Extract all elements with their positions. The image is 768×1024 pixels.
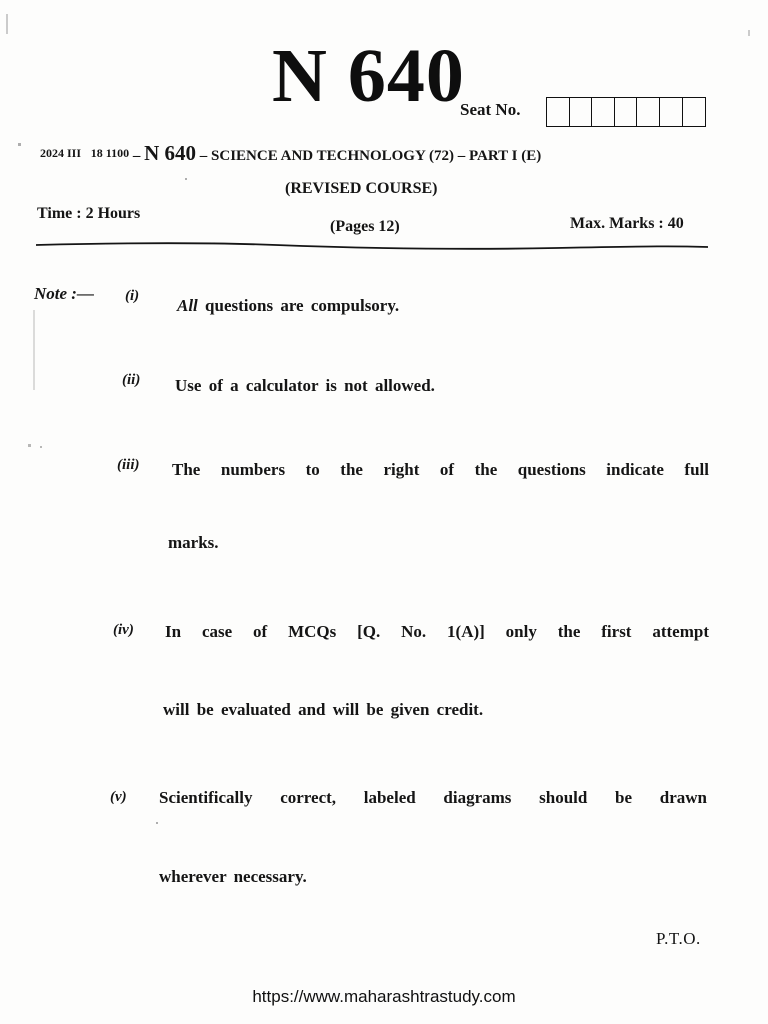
note-text: Scientifically correct, labeled diagrams should be drawn xyxy=(159,788,707,807)
max-marks: Max. Marks : 40 xyxy=(570,215,684,232)
seat-number-label: Seat No. xyxy=(460,100,521,119)
note-text: Use of a calculator is not allowed. xyxy=(175,376,435,395)
course-type: (REVISED COURSE) xyxy=(285,180,438,197)
paper-code-large: N 640 xyxy=(272,34,465,118)
seat-digit-box[interactable] xyxy=(570,98,593,126)
note-text: The numbers to the right of the questions indicate full xyxy=(172,460,709,479)
seat-digit-box[interactable] xyxy=(683,98,706,126)
please-turn-over: P.T.O. xyxy=(656,929,701,948)
note-text-continued: wherever necessary. xyxy=(159,867,307,886)
note-label: Note :— xyxy=(34,284,94,303)
note-number: (iv) xyxy=(113,622,134,638)
note-text xyxy=(177,296,399,316)
seat-number-boxes[interactable] xyxy=(546,97,706,127)
note-text-continued: marks. xyxy=(168,533,219,552)
scan-mark xyxy=(6,14,8,34)
note-number: (v) xyxy=(110,789,127,805)
paper-code-inline: N 640 xyxy=(144,141,197,165)
exam-duration: Time : 2 Hours xyxy=(37,205,141,222)
note-text-continued: will be evaluated and will be given credit. xyxy=(163,700,484,719)
scan-mark xyxy=(33,310,35,390)
serial-number: 18 1100 xyxy=(90,146,130,160)
page-count: (Pages 12) xyxy=(330,218,400,235)
subject-title: – SCIENCE AND TECHNOLOGY (72) – PART I (E) xyxy=(199,148,542,164)
scan-mark xyxy=(156,822,158,824)
scan-mark xyxy=(18,143,21,146)
header-rule xyxy=(36,240,708,252)
note-text-rest: questions are compulsory. xyxy=(197,296,400,315)
note-number: (i) xyxy=(125,288,140,304)
note-emphasis: All xyxy=(177,296,198,315)
seat-digit-box[interactable] xyxy=(615,98,638,126)
header-dash: – xyxy=(132,148,141,164)
scan-mark xyxy=(28,444,31,447)
source-url[interactable]: https://www.maharashtrastudy.com xyxy=(252,987,516,1006)
scan-mark xyxy=(40,446,42,448)
scan-mark xyxy=(748,30,750,36)
scan-mark xyxy=(185,178,187,180)
paper-header-line xyxy=(40,141,541,166)
year-session: 2024 III xyxy=(40,146,82,160)
note-number: (ii) xyxy=(122,372,141,388)
note-number: (iii) xyxy=(117,457,140,473)
note-text: In case of MCQs [Q. No. 1(A)] only the first attempt xyxy=(165,622,709,641)
seat-digit-box[interactable] xyxy=(637,98,660,126)
seat-digit-box[interactable] xyxy=(547,98,570,126)
seat-digit-box[interactable] xyxy=(660,98,683,126)
seat-digit-box[interactable] xyxy=(592,98,615,126)
